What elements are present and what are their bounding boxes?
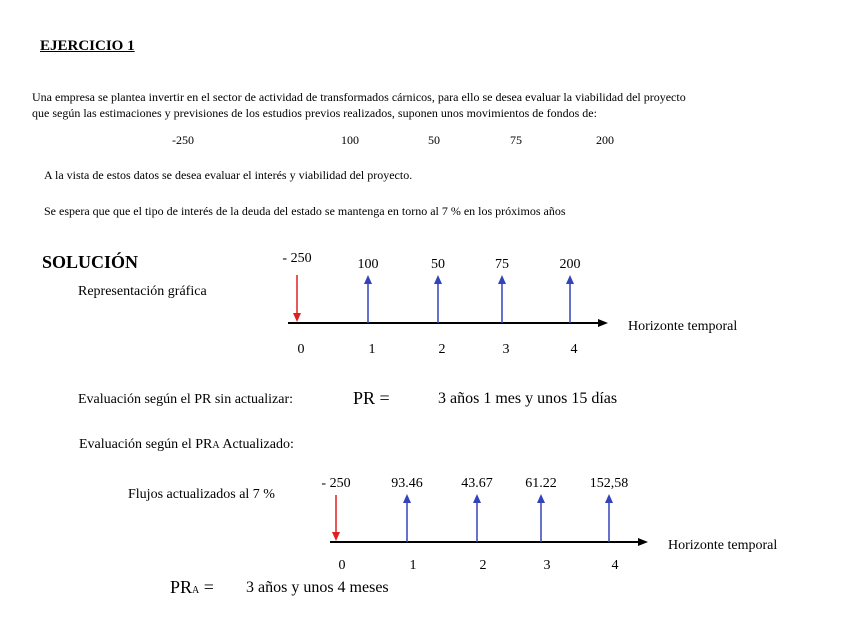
diagram-1-value-label-2: 50 [431, 257, 445, 272]
pr-evaluation-label: Evaluación según el PR sin actualizar: [78, 392, 293, 407]
diagram-1-arrow-head-3 [498, 275, 506, 284]
diagram-1-arrow-head-0 [293, 313, 301, 322]
diagram-1-value-label-0: - 250 [282, 251, 312, 266]
intro-line-1: Una empresa se plantea invertir en el sector de actividad de transformados cárnicos, para ello se desea evaluar la viabilidad del proyecto [32, 90, 686, 104]
diagram-1-value-label-1: 100 [357, 257, 379, 272]
diagram-1-period-label-1: 1 [368, 342, 376, 357]
diagram-2-period-label-4: 4 [611, 558, 619, 573]
exercise-title: EJERCICIO 1 [40, 38, 135, 54]
diagram-2-period-label-3: 3 [543, 558, 551, 573]
diagram-2-period-label-0: 0 [338, 558, 346, 573]
diagram-1-value-label-4: 200 [559, 257, 581, 272]
diagram-2-axis-arrowhead [638, 538, 648, 546]
intro-line-2: que según las estimaciones y previsiones de los estudios previos realizados, suponen unos movimientos de fondos de: [32, 106, 597, 120]
diagram-1-axis-label: Horizonte temporal [628, 319, 738, 334]
diagram-2-arrow-head-1 [403, 494, 411, 503]
diagram-1-arrow-head-4 [566, 275, 574, 284]
diagram-2-arrow-head-0 [332, 532, 340, 541]
diagram-1-axis-arrowhead [598, 319, 608, 327]
flow-value-0: -250 [172, 133, 194, 147]
diagram-2-period-label-2: 2 [479, 558, 487, 573]
pr-symbol: PR = [353, 388, 390, 408]
diagram-1-period-label-2: 2 [438, 342, 446, 357]
diagram-1-period-label-0: 0 [297, 342, 305, 357]
diagram-2-arrow-head-3 [537, 494, 545, 503]
flow-value-4: 200 [596, 133, 614, 147]
pra-eq: = [199, 577, 214, 597]
pr-value: 3 años 1 mes y unos 15 días [438, 390, 618, 407]
pra-eval-suffix: Actualizado: [219, 437, 294, 452]
diagram-1-period-label-3: 3 [502, 342, 510, 357]
diagram-2-value-label-4: 152,58 [589, 476, 629, 491]
flow-value-3: 75 [510, 133, 522, 147]
flow-value-2: 50 [428, 133, 440, 147]
diagram-2-value-label-2: 43.67 [461, 476, 493, 491]
note-interest-rate: Se espera que que el tipo de interés de la deuda del estado se mantenga en torno al 7 % en los próximos años [44, 204, 566, 218]
discounted-flows-label: Flujos actualizados al 7 % [128, 487, 275, 502]
diagram-2-value-label-0: - 250 [321, 476, 351, 491]
graphic-representation-label: Representación gráfica [78, 284, 207, 299]
solution-heading: SOLUCIÓN [42, 252, 139, 272]
diagram-2-arrow-head-2 [473, 494, 481, 503]
diagram-1-period-label-4: 4 [570, 342, 578, 357]
pra-eval-prefix: Evaluación según el PR [79, 437, 213, 452]
pra-sub: A [192, 585, 200, 596]
diagram-2-value-label-3: 61.22 [525, 476, 557, 491]
diagram-1-arrow-head-2 [434, 275, 442, 284]
diagram-2-arrow-head-4 [605, 494, 613, 503]
pra-eval-sub: A [212, 440, 220, 451]
flow-value-1: 100 [341, 133, 359, 147]
diagram-2-axis-label: Horizonte temporal [668, 538, 778, 553]
diagram-1-arrow-head-1 [364, 275, 372, 284]
diagram-1-value-label-3: 75 [495, 257, 509, 272]
diagram-2-period-label-1: 1 [409, 558, 417, 573]
pra-symbol: PR [170, 577, 193, 597]
note-evaluate: A la vista de estos datos se desea evaluar el interés y viabilidad del proyecto. [44, 168, 413, 182]
diagram-2-value-label-1: 93.46 [391, 476, 423, 491]
pra-value: 3 años y unos 4 meses [246, 579, 389, 596]
